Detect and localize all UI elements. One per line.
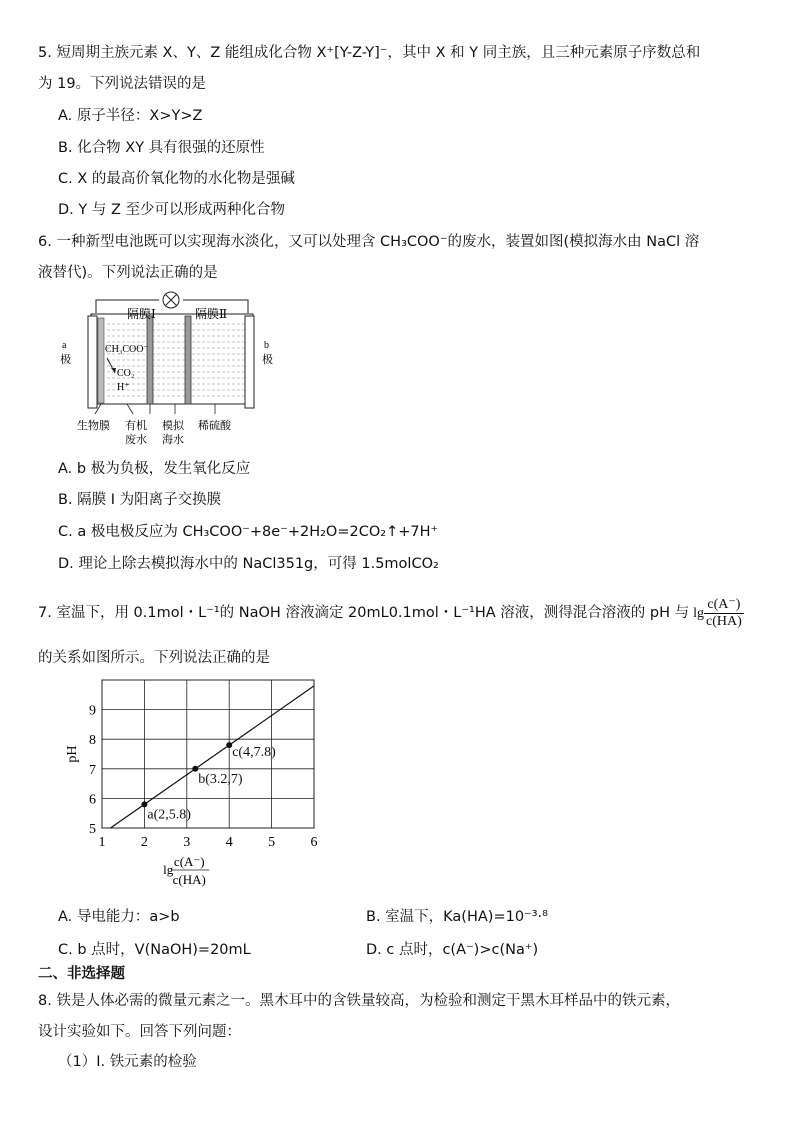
x-axis-label-den: c(HA): [172, 872, 206, 887]
species-acetate: CH₃COO⁻: [105, 344, 149, 355]
q8-stem-line1: 8. 铁是人体必需的微量元素之一。黑木耳中的含铁量较高，为检验和测定干黑木耳样品中的铁元素，: [38, 993, 680, 1009]
q7-option-d: D. c 点时，c(A⁻)>c(Na⁺): [366, 942, 539, 958]
q5-option-b: B. 化合物 XY 具有很强的还原性: [58, 140, 265, 156]
y-tick-label: 7: [89, 762, 96, 778]
q5-option-d: D. Y 与 Z 至少可以形成两种化合物: [58, 202, 286, 218]
data-point-label: c(4,7.8): [232, 745, 276, 761]
x-tick-label: 3: [183, 835, 191, 850]
x-tick-label: 5: [268, 835, 276, 850]
label-waste1: 有机: [125, 420, 147, 432]
q5-stem-line2: 为 19。下列说法错误的是: [38, 76, 207, 92]
data-point-label: b(3.2,7): [198, 771, 243, 787]
plot-frame: [102, 680, 314, 828]
x-axis-label-num: c(A⁻): [173, 854, 205, 869]
y-tick-label: 6: [89, 792, 96, 808]
q5-stem-line1: 5. 短周期主族元素 X、Y、Z 能组成化合物 X⁺[Y-Z-Y]⁻，其中 X 和 Y 同主族，且三种元素原子序数总和: [38, 45, 701, 61]
series-line: [110, 686, 314, 828]
q7-option-a: A. 导电能力：a>b: [58, 909, 180, 925]
ph-chart: [60, 670, 330, 890]
battery-diagram: [55, 288, 295, 448]
species-h: H⁺: [117, 382, 130, 393]
q8-sub1: （1）I. 铁元素的检验: [58, 1054, 197, 1070]
q6-option-d: D. 理论上除去模拟海水中的 NaCl351g，可得 1.5molCO₂: [58, 556, 439, 572]
q7-stem-text: 7. 室温下，用 0.1mol・L⁻¹的 NaOH 溶液滴定 20mL0.1mol・L⁻¹HA 溶液，测得混合溶液的 pH 与: [38, 605, 690, 621]
x-tick-label: 6: [310, 835, 318, 850]
q7-lg: lg: [693, 606, 704, 621]
electrode-b-label: b: [264, 340, 269, 351]
q6-option-b: B. 隔膜 I 为阳离子交换膜: [58, 492, 222, 508]
q7-stem-line2: 的关系如图所示。下列说法正确的是: [38, 650, 270, 666]
q5-option-a: A. 原子半径：X>Y>Z: [58, 108, 203, 124]
q7-stem-line1: [38, 596, 744, 631]
y-tick-label: 5: [89, 822, 96, 837]
y-axis-label: pH: [65, 745, 80, 763]
x-axis-label-lg: lg: [163, 862, 174, 877]
q6-stem-line2: 液替代)。下列说法正确的是: [38, 265, 218, 281]
q7-frac-den: c(HA): [706, 613, 742, 629]
q7-option-b: B. 室温下，Ka(HA)=10⁻³·⁸: [366, 909, 548, 925]
membrane1-label: 隔膜Ⅰ: [127, 307, 156, 321]
species-co2: CO₂: [117, 368, 135, 379]
lamp-icon: [163, 292, 179, 308]
q7-frac-num: c(A⁻): [704, 597, 744, 614]
q8-stem-line2: 设计实验如下。回答下列问题：: [38, 1024, 241, 1040]
section2-heading: 二、非选择题: [38, 966, 125, 982]
q5-option-c: C. X 的最高价氧化物的水化物是强碱: [58, 171, 295, 187]
x-tick-label: 1: [98, 835, 106, 850]
label-waste2: 废水: [125, 434, 147, 446]
q7-fraction: [704, 597, 744, 630]
x-tick-label: 4: [225, 835, 233, 850]
label-seawater2: 海水: [162, 434, 184, 446]
membrane2-label: 隔膜Ⅱ: [195, 307, 228, 321]
label-acid: 稀硫酸: [198, 420, 231, 432]
label-biofilm: 生物膜: [77, 420, 110, 432]
x-tick-label: 2: [140, 835, 148, 850]
y-tick-label: 8: [89, 733, 96, 749]
y-tick-label: 9: [89, 703, 96, 719]
electrode-a-label2: 极: [60, 354, 71, 366]
q7-option-c: C. b 点时，V(NaOH)=20mL: [58, 942, 251, 958]
electrode-b-label2: 极: [262, 354, 273, 366]
q6-stem-line1: 6. 一种新型电池既可以实现海水淡化，又可以处理含 CH₃COO⁻的废水，装置如图(模拟海水由 NaCl 溶: [38, 234, 700, 250]
q6-option-c: C. a 极电极反应为 CH₃COO⁻+8e⁻+2H₂O=2CO₂↑+7H⁺: [58, 524, 439, 540]
electrode-a-label: a: [62, 340, 67, 351]
data-point-label: a(2,5.8): [147, 807, 191, 823]
q6-option-a: A. b 极为负极，发生氧化反应: [58, 461, 251, 477]
label-seawater1: 模拟: [162, 420, 184, 432]
